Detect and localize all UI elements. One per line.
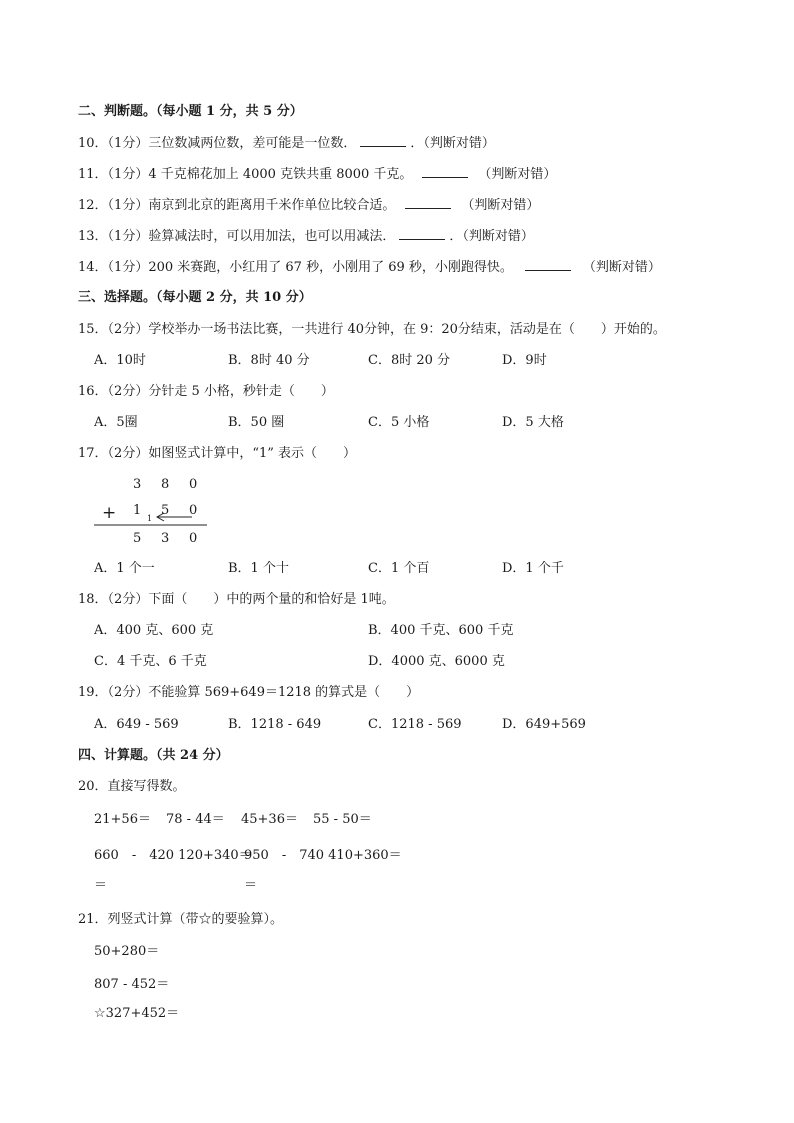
question-11-text: 11．（1分）4 千克棉花加上 4000 克铁共重 8000 千克。 (78, 167, 413, 182)
question-14-text: 14．（1分）200 米赛跑，小红用了 67 秒，小刚用了 69 秒，小刚跑得快。 (78, 260, 513, 275)
question-13-text: 13．（1分）验算减法时，可以用加法，也可以用减法． (78, 229, 396, 244)
calc-item: 950 - 740 410+360＝ (244, 848, 402, 863)
calc-equals: ＝ (94, 878, 108, 893)
digit: 5 (133, 531, 142, 546)
option-b[interactable]: B．400 千克、600 千克 (368, 623, 514, 638)
calc-item: ☆327+452＝ (94, 1006, 180, 1021)
calc-item: 78 - 44＝ (166, 812, 225, 827)
digit: 5 (161, 503, 170, 518)
digit: 1 (133, 503, 142, 518)
option-c[interactable]: C．8时 20 分 (368, 353, 451, 368)
option-c[interactable]: C．1 个百 (368, 561, 430, 576)
digit: 3 (161, 531, 170, 546)
section-4-title: 四、计算题。（共 24 分） (78, 748, 229, 763)
question-19-text: 19．（2分）不能验算 569+649＝1218 的算式是（ ） (78, 685, 420, 700)
option-d[interactable]: D．9时 (502, 353, 547, 368)
option-a[interactable]: A．1 个一 (94, 561, 155, 576)
option-b[interactable]: B．1 个十 (228, 561, 289, 576)
section-3-title: 三、选择题。（每小题 2 分，共 10 分） (78, 290, 312, 305)
option-a[interactable]: A．5圈 (94, 415, 138, 430)
question-14-tail: （判断对错） (582, 260, 661, 275)
question-17-text: 17．（2分）如图竖式计算中，“1” 表示（ ） (78, 446, 357, 461)
question-12-text: 12．（1分）南京到北京的距离用千米作单位比较合适。 (78, 198, 396, 213)
digit: 8 (161, 477, 170, 492)
calc-equals: ＝ (244, 878, 258, 893)
digit: 0 (189, 531, 198, 546)
calc-item: 50+280＝ (94, 944, 160, 959)
calc-item: 807 - 452＝ (94, 977, 170, 992)
question-18-text: 18．（2分）下面（ ）中的两个量的和恰好是 1吨。 (78, 592, 395, 607)
question-20-text: 20．直接写得数。 (78, 779, 186, 794)
question-12-tail: （判断对错） (461, 198, 540, 213)
question-11-tail: （判断对错） (478, 167, 557, 182)
calc-item: 21+56＝ (94, 812, 151, 827)
option-b[interactable]: B．8时 40 分 (228, 353, 310, 368)
digit: 0 (189, 503, 198, 518)
plus-sign: + (102, 503, 117, 523)
option-b[interactable]: B．1218 - 649 (228, 717, 322, 732)
question-10-tail: ．（判断对错） (410, 136, 495, 151)
option-a[interactable]: A．400 克、600 克 (94, 623, 214, 638)
option-d[interactable]: D．5 大格 (502, 415, 564, 430)
calc-item: 55 - 50＝ (313, 812, 372, 827)
option-b[interactable]: B．50 圈 (228, 415, 285, 430)
option-d[interactable]: D．4000 克、6000 克 (368, 654, 505, 669)
calc-item: 660 - 420 120+340＝ (94, 848, 252, 863)
question-10-text: 10．（1分）三位数减两位数，差可能是一位数． (78, 136, 357, 151)
option-d[interactable]: D．649+569 (502, 717, 586, 732)
question-16-text: 16．（2分）分针走 5 小格，秒针走（ ） (78, 384, 334, 399)
option-a[interactable]: A．649 - 569 (94, 717, 179, 732)
question-21-text: 21．列竖式计算（带☆的要验算）。 (78, 912, 284, 927)
option-c[interactable]: C．1218 - 569 (368, 717, 462, 732)
section-2-title: 二、判断题。（每小题 1 分，共 5 分） (78, 104, 303, 119)
calc-item: 45+36＝ (241, 812, 298, 827)
option-d[interactable]: D．1 个千 (502, 561, 564, 576)
option-c[interactable]: C．4 千克、6 千克 (94, 654, 207, 669)
option-c[interactable]: C．5 小格 (368, 415, 430, 430)
question-13-tail: ．（判断对错） (449, 229, 534, 244)
carry-mark: 1 (147, 514, 153, 523)
digit: 3 (133, 477, 142, 492)
option-a[interactable]: A．10时 (94, 353, 146, 368)
digit: 0 (189, 477, 198, 492)
question-15-text: 15．（2分）学校举办一场书法比赛，一共进行 40分钟，在 9：20分结束，活动是在（ ）开始的。 (78, 322, 666, 337)
